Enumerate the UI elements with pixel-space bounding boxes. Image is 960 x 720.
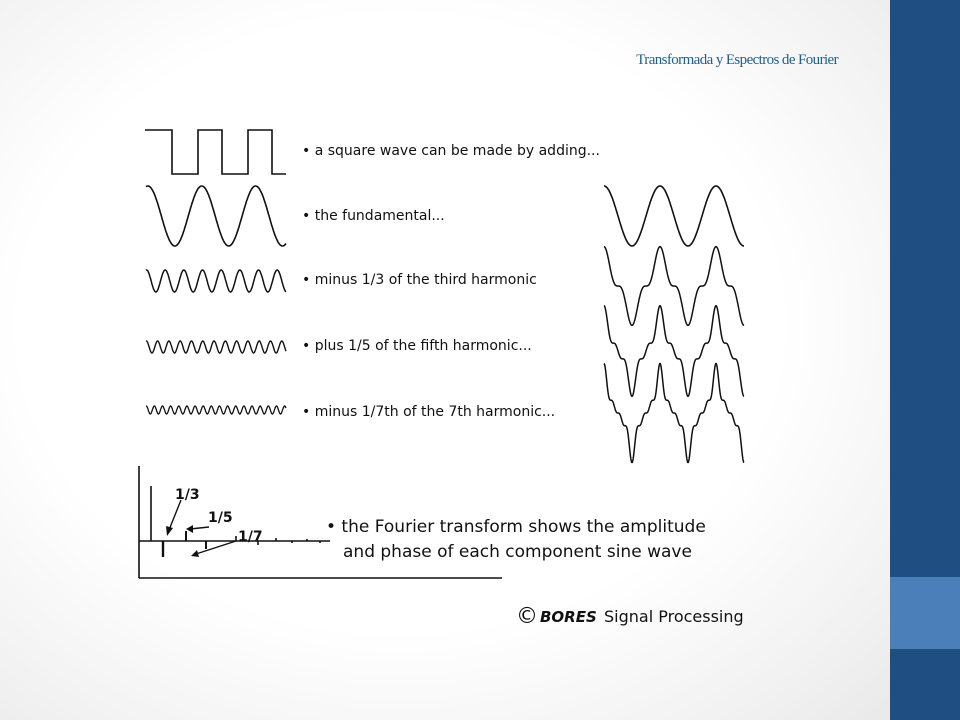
caption-line-2: and phase of each component sine wave — [343, 542, 692, 562]
amp-label-fifth: 1/5 — [208, 510, 233, 526]
caption-line-1: • the Fourier transform shows the amplitude — [326, 517, 706, 537]
third-harmonic-wave — [146, 270, 286, 292]
partial-sum-fifth — [604, 306, 744, 397]
seventh-harmonic-wave — [146, 406, 286, 414]
arrowhead-seventh — [191, 550, 199, 557]
arrow-third — [169, 500, 181, 530]
square-wave — [145, 130, 286, 174]
slide-title: Transformada y Espectros de Fourier — [636, 52, 838, 68]
partial-sum-seventh — [604, 364, 744, 463]
amp-label-third: 1/3 — [175, 487, 200, 503]
credit-text: Signal Processing — [604, 607, 744, 626]
row-label-seventh: • minus 1/7th of the 7th harmonic... — [302, 404, 556, 420]
arrowhead-third — [166, 526, 173, 536]
bores-logo: BORES — [540, 608, 597, 626]
partial-sum-third — [604, 247, 744, 326]
amp-label-seventh: 1/7 — [238, 529, 263, 545]
arrowhead-fifth — [186, 525, 193, 533]
row-label-square: • a square wave can be made by adding... — [302, 143, 600, 159]
row-label-fundamental: • the fundamental... — [302, 208, 445, 224]
partial-sum-fundamental — [604, 186, 744, 246]
fundamental-wave — [146, 186, 286, 246]
arrow-seventh — [196, 541, 236, 554]
row-label-fifth: • plus 1/5 of the fifth harmonic... — [302, 338, 532, 354]
fifth-harmonic-wave — [146, 341, 286, 353]
copyright-symbol: © — [516, 604, 538, 629]
row-label-third: • minus 1/3 of the third harmonic — [302, 272, 537, 288]
